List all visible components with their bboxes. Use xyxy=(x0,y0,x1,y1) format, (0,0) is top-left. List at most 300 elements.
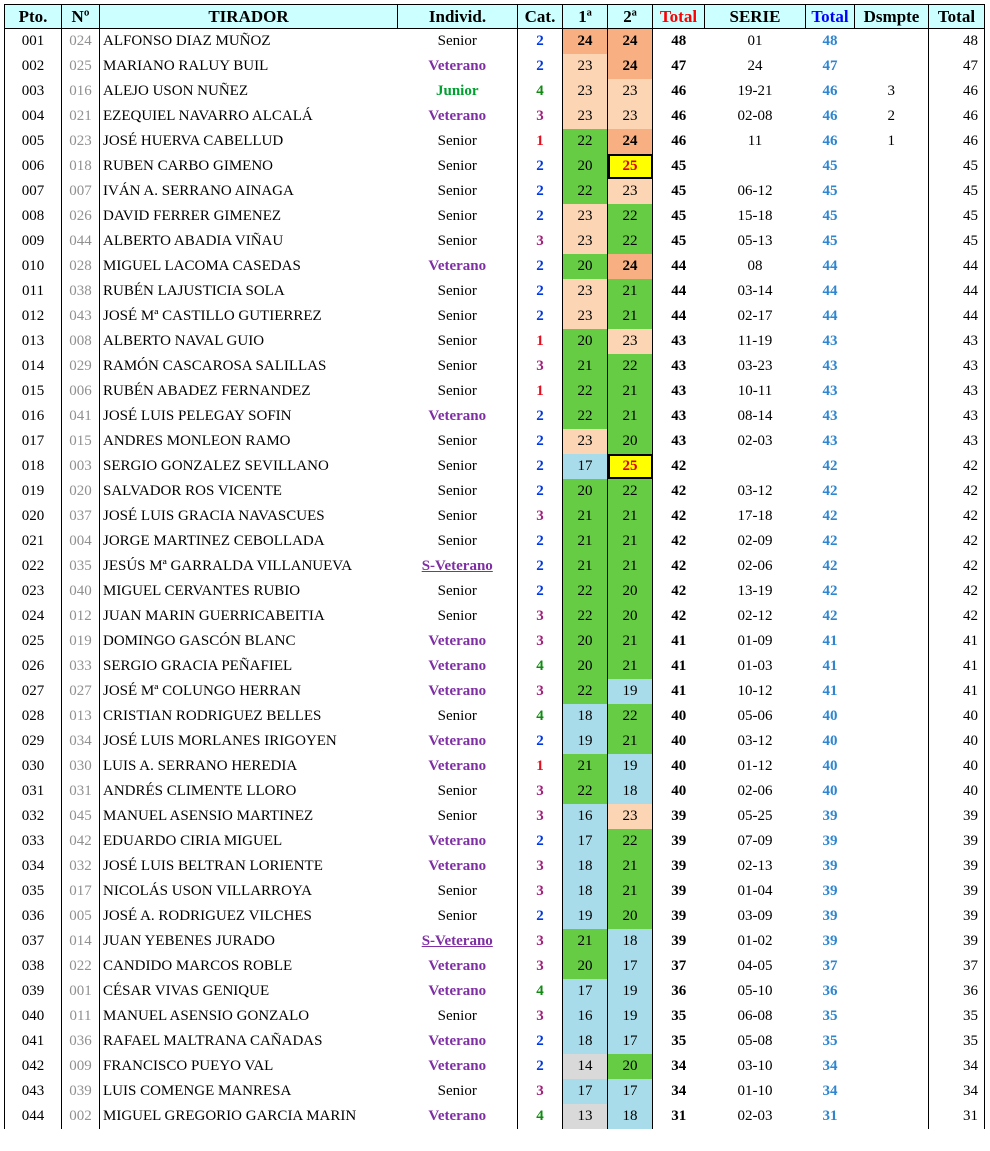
row-total-final: 42 xyxy=(929,479,985,504)
row-shooter-name: JESÚS Mª GARRALDA VILLANUEVA xyxy=(100,554,398,579)
row-individual-class: Senior xyxy=(437,483,477,499)
row-individual-class: Veterano xyxy=(428,983,487,999)
row-number: 026 xyxy=(62,204,100,229)
row-score-round1: 17 xyxy=(563,1079,608,1104)
table-row xyxy=(5,754,985,779)
row-tiebreak xyxy=(855,954,929,979)
table-row xyxy=(5,79,985,104)
row-score-round2: 23 xyxy=(608,329,653,354)
header-tirador: TIRADOR xyxy=(100,5,398,29)
header-round1: 1ª xyxy=(563,5,608,29)
row-total-final: 48 xyxy=(929,29,985,55)
row-total: 42 xyxy=(653,479,705,504)
row-serie: 06-12 xyxy=(737,183,773,199)
row-score-round2: 21 xyxy=(608,279,653,304)
row-total: 35 xyxy=(653,1029,705,1054)
row-category: 1 xyxy=(518,379,563,404)
row-shooter-name: JOSÉ HUERVA CABELLUD xyxy=(100,129,398,154)
table-body xyxy=(5,29,985,1130)
row-shooter-name: EDUARDO CIRIA MIGUEL xyxy=(100,829,398,854)
row-individual-class: Senior xyxy=(437,908,477,924)
row-total-final: 34 xyxy=(929,1054,985,1079)
row-score-round2: 22 xyxy=(608,229,653,254)
row-score-round2: 20 xyxy=(608,1054,653,1079)
row-individual-class: Veterano xyxy=(428,1058,487,1074)
row-total-serie: 44 xyxy=(822,283,838,299)
row-serie: 02-12 xyxy=(737,608,773,624)
row-score-round2: 19 xyxy=(608,754,653,779)
row-serie: 01 xyxy=(747,33,763,49)
table-row xyxy=(5,854,985,879)
row-number: 036 xyxy=(62,1029,100,1054)
row-serie: 01-03 xyxy=(737,658,773,674)
row-total-serie: 40 xyxy=(822,708,838,724)
row-total-serie: 41 xyxy=(822,683,838,699)
row-number: 008 xyxy=(62,329,100,354)
row-individual-class: Senior xyxy=(437,283,477,299)
table-row xyxy=(5,804,985,829)
row-serie: 03-10 xyxy=(737,1058,773,1074)
row-individual-class: S-Veterano xyxy=(421,558,493,574)
row-number: 006 xyxy=(62,379,100,404)
header-serie: SERIE xyxy=(705,5,806,29)
row-position: 012 xyxy=(5,304,62,329)
row-serie: 10-11 xyxy=(737,383,773,399)
row-position: 040 xyxy=(5,1004,62,1029)
row-total-final: 36 xyxy=(929,979,985,1004)
row-tiebreak xyxy=(855,1079,929,1104)
row-serie xyxy=(705,454,806,479)
table-row xyxy=(5,879,985,904)
row-score-round1: 21 xyxy=(563,504,608,529)
row-total: 43 xyxy=(653,354,705,379)
row-position: 001 xyxy=(5,29,62,55)
table-row xyxy=(5,304,985,329)
row-total-final: 39 xyxy=(929,804,985,829)
row-score-round1: 22 xyxy=(563,579,608,604)
row-total-serie: 40 xyxy=(822,758,838,774)
row-individual-class: Veterano xyxy=(428,58,487,74)
table-row xyxy=(5,429,985,454)
row-total-final: 39 xyxy=(929,904,985,929)
row-serie: 15-18 xyxy=(737,208,773,224)
row-number: 045 xyxy=(62,804,100,829)
row-shooter-name: ALFONSO DIAZ MUÑOZ xyxy=(100,29,398,55)
row-total-final: 44 xyxy=(929,254,985,279)
row-serie: 01-09 xyxy=(737,633,773,649)
row-score-round2: 19 xyxy=(608,979,653,1004)
table-row xyxy=(5,179,985,204)
row-number: 038 xyxy=(62,279,100,304)
row-total-serie: 39 xyxy=(822,908,838,924)
row-total-final: 40 xyxy=(929,704,985,729)
row-total-serie: 45 xyxy=(822,183,838,199)
row-total-final: 43 xyxy=(929,379,985,404)
row-total-final: 35 xyxy=(929,1004,985,1029)
row-shooter-name: CRISTIAN RODRIGUEZ BELLES xyxy=(100,704,398,729)
row-number: 002 xyxy=(62,1104,100,1129)
header-cat: Cat. xyxy=(518,5,563,29)
row-number: 032 xyxy=(62,854,100,879)
row-total: 42 xyxy=(653,504,705,529)
row-shooter-name: JOSÉ Mª CASTILLO GUTIERREZ xyxy=(100,304,398,329)
header-total: Total xyxy=(653,5,705,29)
row-total-final: 45 xyxy=(929,179,985,204)
row-serie: 02-08 xyxy=(737,108,773,124)
row-total: 48 xyxy=(653,29,705,55)
row-serie: 03-14 xyxy=(737,283,773,299)
row-total: 46 xyxy=(653,79,705,104)
row-category: 2 xyxy=(518,404,563,429)
row-total: 45 xyxy=(653,154,705,179)
row-position: 030 xyxy=(5,754,62,779)
row-score-round2: 19 xyxy=(608,1004,653,1029)
row-total: 34 xyxy=(653,1079,705,1104)
row-score-round1: 19 xyxy=(563,729,608,754)
row-serie: 11 xyxy=(747,133,763,149)
header-total-serie: Total xyxy=(806,5,855,29)
row-total: 45 xyxy=(653,204,705,229)
row-total-serie: 35 xyxy=(822,1008,838,1024)
row-total: 41 xyxy=(653,629,705,654)
row-tiebreak xyxy=(855,354,929,379)
row-score-round1: 23 xyxy=(563,204,608,229)
row-shooter-name: JOSÉ LUIS GRACIA NAVASCUES xyxy=(100,504,398,529)
row-category: 4 xyxy=(518,979,563,1004)
row-category: 2 xyxy=(518,279,563,304)
row-position: 035 xyxy=(5,879,62,904)
row-score-round1: 16 xyxy=(563,804,608,829)
row-score-round2: 22 xyxy=(608,204,653,229)
row-shooter-name: RUBÉN ABADEZ FERNANDEZ xyxy=(100,379,398,404)
row-score-round1: 20 xyxy=(563,254,608,279)
table-row xyxy=(5,329,985,354)
row-serie: 24 xyxy=(747,58,763,74)
row-total-final: 44 xyxy=(929,279,985,304)
row-category: 2 xyxy=(518,829,563,854)
row-number: 022 xyxy=(62,954,100,979)
row-shooter-name: RUBEN CARBO GIMENO xyxy=(100,154,398,179)
row-number: 030 xyxy=(62,754,100,779)
row-total: 34 xyxy=(653,1054,705,1079)
row-score-round2: 22 xyxy=(608,704,653,729)
row-number: 042 xyxy=(62,829,100,854)
row-score-round1: 18 xyxy=(563,879,608,904)
row-total-final: 46 xyxy=(929,129,985,154)
row-individual-class: Senior xyxy=(437,333,477,349)
row-total-serie: 44 xyxy=(822,308,838,324)
row-individual-class: S-Veterano xyxy=(421,933,493,949)
row-score-round1: 17 xyxy=(563,829,608,854)
row-score-round1: 20 xyxy=(563,329,608,354)
row-position: 024 xyxy=(5,604,62,629)
row-score-round1: 22 xyxy=(563,129,608,154)
row-individual-class: Senior xyxy=(437,208,477,224)
row-tiebreak xyxy=(855,1054,929,1079)
row-shooter-name: ALBERTO NAVAL GUIO xyxy=(100,329,398,354)
row-tiebreak xyxy=(855,204,929,229)
row-score-round1: 21 xyxy=(563,754,608,779)
row-position: 023 xyxy=(5,579,62,604)
row-shooter-name: SALVADOR ROS VICENTE xyxy=(100,479,398,504)
row-individual-class: Veterano xyxy=(428,758,487,774)
row-total: 39 xyxy=(653,804,705,829)
row-serie: 03-09 xyxy=(737,908,773,924)
row-total: 46 xyxy=(653,104,705,129)
row-score-round2: 21 xyxy=(608,504,653,529)
header-individ: Individ. xyxy=(398,5,518,29)
row-individual-class: Junior xyxy=(435,83,479,99)
table-row xyxy=(5,579,985,604)
row-total: 42 xyxy=(653,529,705,554)
row-number: 004 xyxy=(62,529,100,554)
row-category: 4 xyxy=(518,654,563,679)
row-score-round2: 21 xyxy=(608,854,653,879)
table-row xyxy=(5,204,985,229)
row-total-serie: 42 xyxy=(822,583,838,599)
row-total-serie: 43 xyxy=(822,333,838,349)
row-score-round1: 20 xyxy=(563,954,608,979)
row-category: 2 xyxy=(518,54,563,79)
row-total-final: 43 xyxy=(929,354,985,379)
row-score-round2: 23 xyxy=(608,104,653,129)
row-score-round2: 21 xyxy=(608,304,653,329)
row-number: 015 xyxy=(62,429,100,454)
row-position: 003 xyxy=(5,79,62,104)
row-category: 2 xyxy=(518,1029,563,1054)
row-total-final: 42 xyxy=(929,454,985,479)
row-total-serie: 41 xyxy=(822,658,838,674)
table-row xyxy=(5,154,985,179)
row-category: 3 xyxy=(518,604,563,629)
row-serie: 02-13 xyxy=(737,858,773,874)
row-shooter-name: LUIS A. SERRANO HEREDIA xyxy=(100,754,398,779)
row-tiebreak xyxy=(855,54,929,79)
row-individual-class: Veterano xyxy=(428,108,487,124)
row-total-serie: 39 xyxy=(822,883,838,899)
row-score-round2: 19 xyxy=(608,679,653,704)
row-category: 2 xyxy=(518,529,563,554)
header-row xyxy=(5,5,985,29)
row-category: 3 xyxy=(518,1004,563,1029)
row-shooter-name: CÉSAR VIVAS GENIQUE xyxy=(100,979,398,1004)
table-row xyxy=(5,779,985,804)
row-number: 040 xyxy=(62,579,100,604)
row-individual-class: Senior xyxy=(437,433,477,449)
row-serie: 01-10 xyxy=(737,1083,773,1099)
row-total-final: 43 xyxy=(929,329,985,354)
table-row xyxy=(5,1079,985,1104)
row-position: 013 xyxy=(5,329,62,354)
row-total-serie: 45 xyxy=(822,158,838,174)
row-serie: 01-12 xyxy=(737,758,773,774)
row-tiebreak xyxy=(855,304,929,329)
header-num: Nº xyxy=(62,5,100,29)
row-number: 014 xyxy=(62,929,100,954)
row-total-final: 37 xyxy=(929,954,985,979)
table-row xyxy=(5,479,985,504)
row-total-serie: 42 xyxy=(822,558,838,574)
row-category: 3 xyxy=(518,104,563,129)
row-tiebreak xyxy=(855,1104,929,1129)
row-position: 039 xyxy=(5,979,62,1004)
row-total: 40 xyxy=(653,779,705,804)
row-serie: 08 xyxy=(747,258,763,274)
table-row xyxy=(5,254,985,279)
row-category: 2 xyxy=(518,729,563,754)
table-row xyxy=(5,54,985,79)
row-position: 029 xyxy=(5,729,62,754)
row-shooter-name: JORGE MARTINEZ CEBOLLADA xyxy=(100,529,398,554)
row-score-round2: 22 xyxy=(608,479,653,504)
row-category: 3 xyxy=(518,879,563,904)
row-score-round2: 21 xyxy=(608,654,653,679)
row-total: 41 xyxy=(653,654,705,679)
row-shooter-name: JOSÉ LUIS MORLANES IRIGOYEN xyxy=(100,729,398,754)
row-serie: 02-09 xyxy=(737,533,773,549)
row-tiebreak xyxy=(855,854,929,879)
row-category: 3 xyxy=(518,504,563,529)
row-number: 031 xyxy=(62,779,100,804)
row-number: 037 xyxy=(62,504,100,529)
row-number: 017 xyxy=(62,879,100,904)
row-score-round2: 22 xyxy=(608,829,653,854)
row-number: 001 xyxy=(62,979,100,1004)
row-individual-class: Senior xyxy=(437,308,477,324)
row-total-serie: 35 xyxy=(822,1033,838,1049)
row-score-round2: 23 xyxy=(608,804,653,829)
row-tiebreak: 1 xyxy=(887,133,895,149)
row-total-serie: 43 xyxy=(822,358,838,374)
row-tiebreak xyxy=(855,1004,929,1029)
table-row xyxy=(5,104,985,129)
row-score-round1: 20 xyxy=(563,154,608,179)
row-total: 36 xyxy=(653,979,705,1004)
header-round2: 2ª xyxy=(608,5,653,29)
row-score-round2: 20 xyxy=(608,579,653,604)
row-position: 008 xyxy=(5,204,62,229)
row-individual-class: Senior xyxy=(437,508,477,524)
row-serie: 06-08 xyxy=(737,1008,773,1024)
row-total: 31 xyxy=(653,1104,705,1129)
row-score-round2: 21 xyxy=(608,729,653,754)
row-score-round1: 22 xyxy=(563,779,608,804)
row-category: 3 xyxy=(518,954,563,979)
row-score-round2: 17 xyxy=(608,1079,653,1104)
row-serie: 05-10 xyxy=(737,983,773,999)
row-shooter-name: ALEJO USON NUÑEZ xyxy=(100,79,398,104)
row-position: 006 xyxy=(5,154,62,179)
table-row xyxy=(5,229,985,254)
row-position: 042 xyxy=(5,1054,62,1079)
row-number: 044 xyxy=(62,229,100,254)
row-position: 004 xyxy=(5,104,62,129)
row-number: 043 xyxy=(62,304,100,329)
table-row xyxy=(5,704,985,729)
row-individual-class: Senior xyxy=(437,183,477,199)
table-row xyxy=(5,379,985,404)
row-number: 009 xyxy=(62,1054,100,1079)
row-shooter-name: FRANCISCO PUEYO VAL xyxy=(100,1054,398,1079)
row-shooter-name: MARIANO RALUY BUIL xyxy=(100,54,398,79)
row-serie: 17-18 xyxy=(737,508,773,524)
row-serie: 13-19 xyxy=(737,583,773,599)
table-row xyxy=(5,829,985,854)
row-total-serie: 46 xyxy=(822,108,838,124)
row-serie: 02-17 xyxy=(737,308,773,324)
table-row xyxy=(5,654,985,679)
row-total-final: 42 xyxy=(929,504,985,529)
row-total-final: 40 xyxy=(929,779,985,804)
row-number: 019 xyxy=(62,629,100,654)
row-score-round1: 23 xyxy=(563,279,608,304)
row-total-final: 46 xyxy=(929,104,985,129)
row-category: 3 xyxy=(518,679,563,704)
row-score-round1: 24 xyxy=(563,29,608,55)
row-individual-class: Senior xyxy=(437,708,477,724)
row-total-final: 47 xyxy=(929,54,985,79)
row-total-serie: 43 xyxy=(822,408,838,424)
row-total-serie: 41 xyxy=(822,633,838,649)
row-score-round2: 20 xyxy=(608,904,653,929)
row-individual-class: Senior xyxy=(437,883,477,899)
row-number: 023 xyxy=(62,129,100,154)
row-category: 3 xyxy=(518,1079,563,1104)
row-serie: 03-12 xyxy=(737,733,773,749)
table-row xyxy=(5,1029,985,1054)
row-score-round1: 22 xyxy=(563,679,608,704)
row-total: 43 xyxy=(653,329,705,354)
row-shooter-name: MANUEL ASENSIO MARTINEZ xyxy=(100,804,398,829)
row-total-final: 44 xyxy=(929,304,985,329)
row-category: 2 xyxy=(518,254,563,279)
row-total: 39 xyxy=(653,904,705,929)
row-position: 010 xyxy=(5,254,62,279)
row-score-round1: 19 xyxy=(563,904,608,929)
table-row xyxy=(5,729,985,754)
row-serie: 19-21 xyxy=(737,83,773,99)
row-score-round2: 22 xyxy=(608,354,653,379)
row-shooter-name: RAMÓN CASCAROSA SALILLAS xyxy=(100,354,398,379)
row-score-round2: 23 xyxy=(608,79,653,104)
table-row xyxy=(5,29,985,55)
row-individual-class: Senior xyxy=(437,133,477,149)
row-shooter-name: MIGUEL CERVANTES RUBIO xyxy=(100,579,398,604)
row-individual-class: Veterano xyxy=(428,658,487,674)
table-row xyxy=(5,554,985,579)
row-shooter-name: DAVID FERRER GIMENEZ xyxy=(100,204,398,229)
row-tiebreak xyxy=(855,329,929,354)
row-position: 011 xyxy=(5,279,62,304)
row-individual-class: Senior xyxy=(437,358,477,374)
row-tiebreak xyxy=(855,979,929,1004)
row-score-round1: 23 xyxy=(563,229,608,254)
row-position: 016 xyxy=(5,404,62,429)
row-category: 2 xyxy=(518,479,563,504)
row-score-round2: 20 xyxy=(608,429,653,454)
row-position: 007 xyxy=(5,179,62,204)
row-number: 012 xyxy=(62,604,100,629)
table-row xyxy=(5,1104,985,1129)
row-score-round1: 20 xyxy=(563,479,608,504)
table-row xyxy=(5,529,985,554)
row-individual-class: Senior xyxy=(437,158,477,174)
row-total-serie: 39 xyxy=(822,833,838,849)
row-score-round2: 24 xyxy=(608,129,653,154)
row-score-round1: 18 xyxy=(563,1029,608,1054)
row-total: 44 xyxy=(653,254,705,279)
row-total-final: 39 xyxy=(929,829,985,854)
